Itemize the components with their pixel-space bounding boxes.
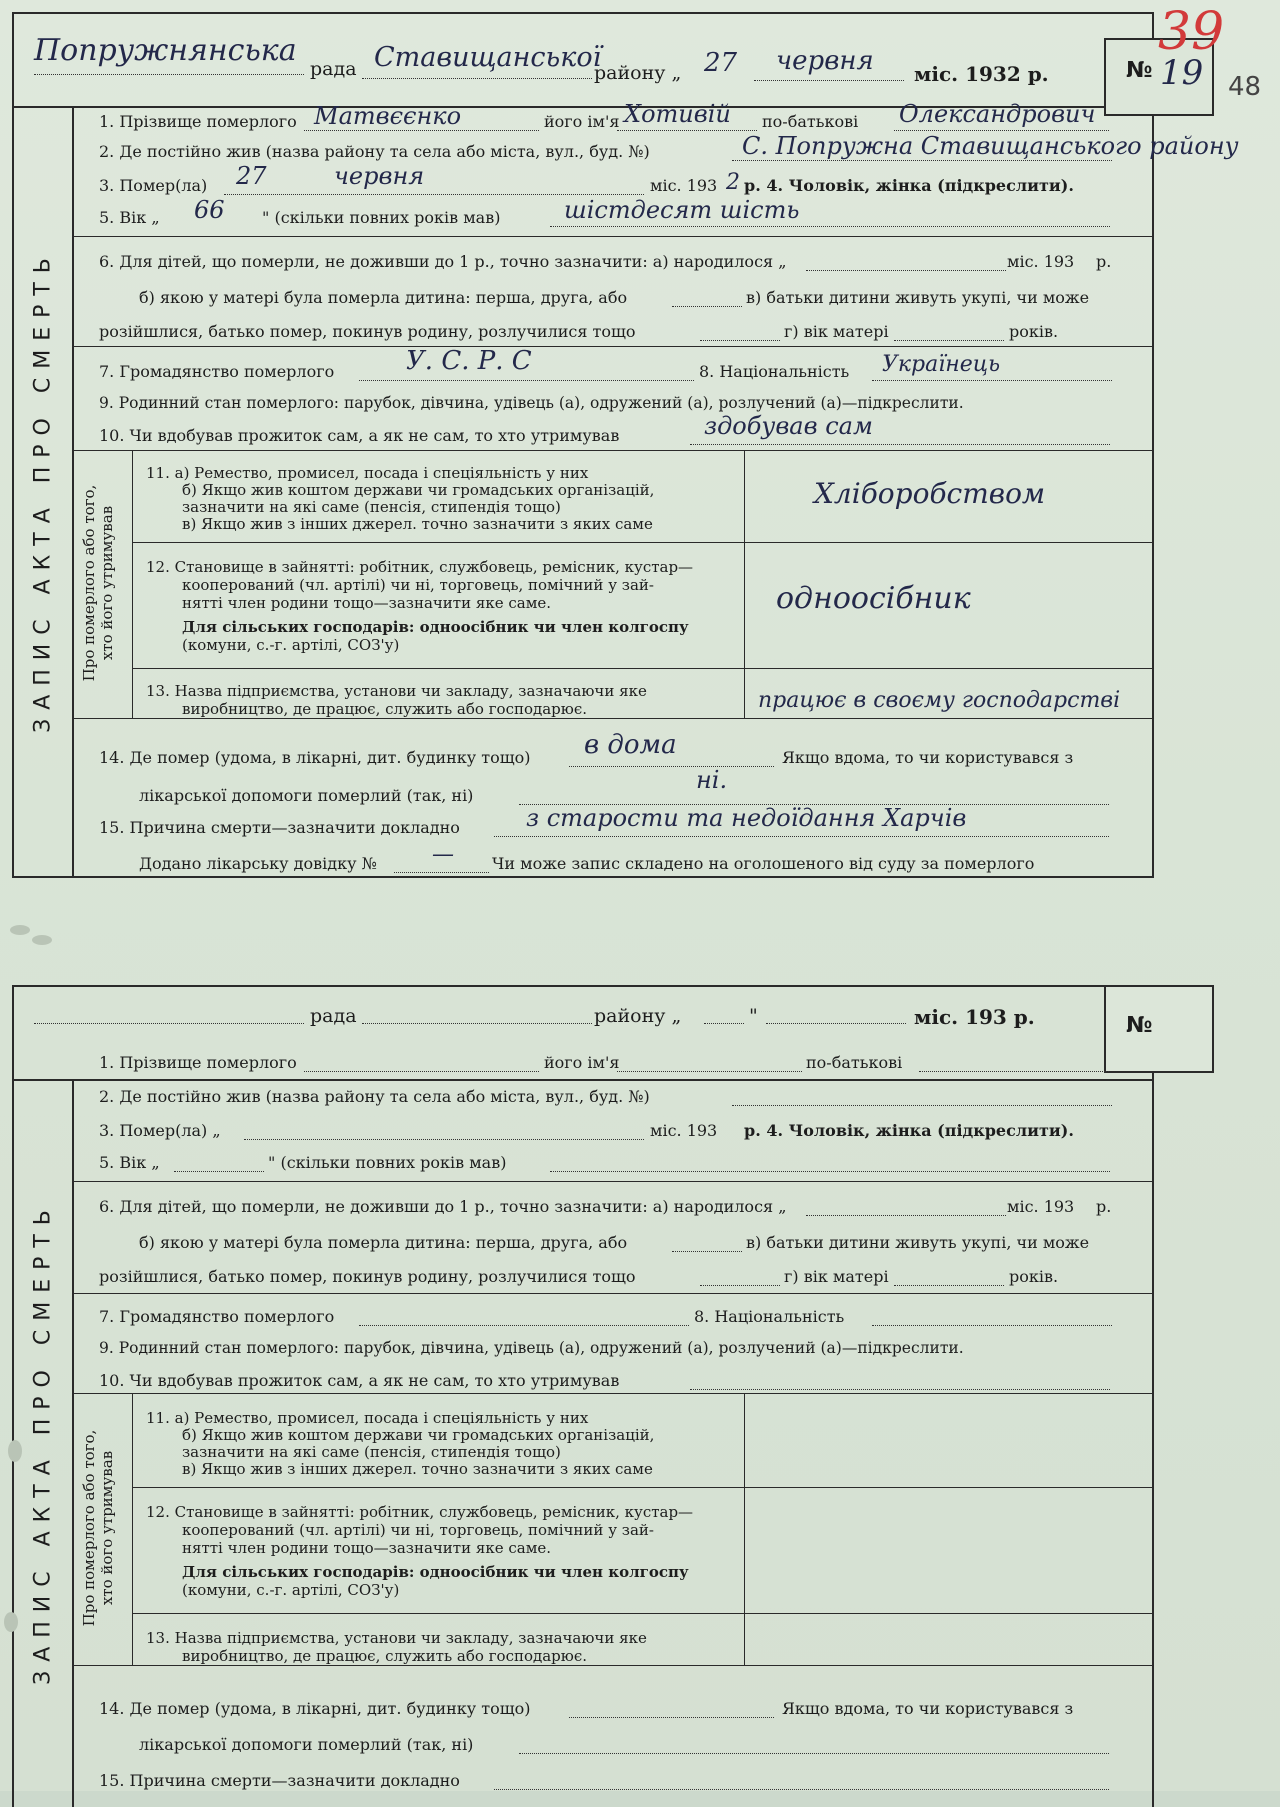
district-handwritten: Ставищанської	[374, 42, 602, 73]
parents-status-label-2: розійшлися, батько помер, покинув родину, розлучилися тощо	[99, 1267, 636, 1286]
record-1-header	[14, 14, 1152, 108]
medical-help-label-2b: Якщо вдома, то чи користувався з	[782, 1699, 1074, 1718]
pencil-folio-number: 48	[1228, 72, 1262, 102]
marital-status-label-2: 9. Родинний стан померлого: парубок, дівчина, удівець (а), одружений (а), розлучений (а)—підкреслити.	[99, 1339, 964, 1357]
workplace-value: працює в своєму господарстві	[758, 688, 1121, 713]
record-2-side-title: ЗАПИС АКТА ПРО СМЕРТЬ	[14, 1079, 74, 1807]
employment-line-4: Для сільських господарів: одноосібник чи член колгоспу	[182, 618, 689, 636]
occupation-line-2-2: б) Якщо жив коштом держави чи громадських організацій,	[182, 1426, 655, 1444]
child-order-label-2: б) якою у матері була померла дитина: перша, друга, або	[139, 1233, 628, 1252]
cause-of-death-value: з старости та недоїдання Харчів	[526, 804, 967, 832]
rada-label: рада	[310, 58, 357, 80]
place-of-death-label: 14. Де помер (удома, в лікарні, дит. будинку тощо)	[99, 748, 531, 767]
medical-certificate-value: —	[432, 842, 454, 867]
surname-label-2: 1. Прізвище померлого	[99, 1053, 297, 1072]
name-value: Хотивій	[624, 100, 731, 128]
death-day-value: 27	[236, 162, 267, 190]
surname-label: 1. Прізвище померлого	[99, 112, 297, 131]
employment-line-5-2: (комуни, с.-г. артілі, СОЗ'у)	[182, 1581, 400, 1599]
death-year-digit: 2	[726, 170, 740, 195]
month-year-label-2: міс. 193 р.	[914, 1005, 1035, 1029]
death-month-label: міс. 193	[650, 176, 718, 195]
employment-line-3: нятті член родини тощо—зазначити яке саме.	[182, 594, 552, 612]
parents-label-2: в) батьки дитини живуть укупі, чи може	[746, 1233, 1090, 1252]
child-birth-label-2: 6. Для дітей, що померли, не доживши до 1 р., точно зазначити: а) народилося „	[99, 1197, 787, 1216]
employment-line-5: (комуни, с.-г. артілі, СОЗ'у)	[182, 636, 400, 654]
occupation-line-4-2: в) Якщо жив з інших джерел. точно зазначити з яких саме	[182, 1460, 653, 1478]
child-birth-label: 6. Для дітей, що померли, не доживши до 1 р., точно зазначити: а) народилося „	[99, 252, 787, 271]
employment-line-4-2: Для сільських господарів: одноосібник чи член колгоспу	[182, 1563, 689, 1581]
marital-status-label: 9. Родинний стан померлого: парубок, дівчина, удівець (а), одружений (а), розлучений (а)—підкреслити.	[99, 394, 964, 412]
patronymic-value: Олександрович	[899, 100, 1096, 128]
citizenship-label-2: 7. Громадянство померлого	[99, 1307, 335, 1326]
age-label: 5. Вік „	[99, 208, 160, 227]
child-month-label: міс. 193	[1007, 252, 1075, 271]
age-hint: " (скільки повних років мав)	[262, 208, 501, 227]
support-label-2: 10. Чи вдобував прожиток сам, а як не сам, то хто утримував	[99, 1371, 620, 1390]
employment-line-1-2: 12. Становище в зайнятті: робітник, службовець, ремісник, кустар—	[146, 1503, 694, 1521]
child-year-suffix-2: р.	[1096, 1197, 1112, 1216]
death-month-label-2: міс. 193	[650, 1121, 718, 1140]
child-month-label-2: міс. 193	[1007, 1197, 1075, 1216]
medical-help-label-2c: лікарської допомоги померлий (так, ні)	[139, 1735, 474, 1754]
employment-line-3-2: нятті член родини тощо—зазначити яке саме.	[182, 1539, 552, 1557]
workplace-line-2-2: виробництво, де працює, служить або господарює.	[182, 1647, 588, 1665]
place-of-death-value: в дома	[584, 730, 677, 760]
nationality-label: 8. Національність	[699, 362, 850, 381]
name-label-2: його ім'я	[544, 1053, 620, 1072]
child-year-suffix: р.	[1096, 252, 1112, 271]
parents-status-label: розійшлися, батько помер, покинув родину, розлучилися тощо	[99, 322, 636, 341]
surname-value: Матвєєнко	[314, 102, 462, 130]
employment-line-2: кооперований (чл. артілі) чи ні, торговець, помічний у зай-	[182, 576, 654, 594]
workplace-line-1: 13. Назва підприємства, установи чи закладу, зазначаючи яке	[146, 682, 647, 700]
quote-mark: "	[749, 1005, 758, 1027]
occupation-line-2: б) Якщо жив коштом держави чи громадських організацій,	[182, 481, 655, 499]
nationality-label-2: 8. Національність	[694, 1307, 845, 1326]
residence-label: 2. Де постійно жив (назва району та села або міста, вул., буд. №)	[99, 142, 650, 161]
cause-of-death-label: 15. Причина смерти—зазначити докладно	[99, 818, 460, 837]
support-label: 10. Чи вдобував прожиток сам, а як не сам, то хто утримував	[99, 426, 620, 445]
age-hint-2: " (скільки повних років мав)	[268, 1153, 507, 1172]
workplace-line-2: виробництво, де працює, служить або господарює.	[182, 700, 588, 718]
employment-line-2-2: кооперований (чл. артілі) чи ні, торговець, помічний у зай-	[182, 1521, 654, 1539]
medical-help-label-2: лікарської допомоги померлий (так, ні)	[139, 786, 474, 805]
occupation-value: Хліборобством	[814, 477, 1046, 510]
death-record-form-2	[12, 985, 1154, 1807]
occupation-line-1: 11. а) Ремество, промисел, посада і спеціяльність у них	[146, 464, 589, 482]
age-value: 66	[194, 196, 225, 224]
patronymic-label-2: по-батькові	[806, 1053, 903, 1072]
age-label-2: 5. Вік „	[99, 1153, 160, 1172]
residence-label-2: 2. Де постійно жив (назва району та села або міста, вул., буд. №)	[99, 1087, 650, 1106]
employment-line-1: 12. Становище в зайнятті: робітник, службовець, ремісник, кустар—	[146, 558, 694, 576]
sex-label-2: р. 4. Чоловік, жінка (підкреслити).	[744, 1121, 1074, 1140]
occupation-line-3-2: зазначити на які саме (пенсія, стипендія тощо)	[182, 1443, 561, 1461]
nationality-value: Українець	[882, 352, 1001, 377]
record-number-box-2	[1104, 985, 1214, 1073]
day-handwritten: 27	[704, 48, 738, 78]
occupation-line-1-2: 11. а) Ремество, промисел, посада і спеціяльність у них	[146, 1409, 589, 1427]
mother-age-label: г) вік матері	[784, 322, 889, 341]
years-label-2: років.	[1009, 1267, 1059, 1286]
red-archive-number: 39	[1158, 2, 1225, 62]
place-of-death-label-2: 14. Де помер (удома, в лікарні, дит. будинку тощо)	[99, 1699, 531, 1718]
medical-help-label: Якщо вдома, то чи користувався з	[782, 748, 1074, 767]
medical-certificate-label: Додано лікарську довідку №	[139, 854, 377, 873]
occupation-line-4: в) Якщо жив з інших джерел. точно зазначити з яких саме	[182, 515, 653, 533]
record-number-handwritten: 19	[1160, 53, 1204, 93]
rayonu-label: району „	[594, 62, 682, 84]
workplace-line-1-2: 13. Назва підприємства, установи чи закладу, зазначаючи яке	[146, 1629, 647, 1647]
residence-value: С. Попружна Ставищанського району	[742, 132, 1239, 160]
medical-help-value: ні.	[696, 766, 728, 794]
years-label: років.	[1009, 322, 1059, 341]
employment-value: одноосібник	[776, 581, 971, 616]
rayonu-label-2: району „	[594, 1005, 682, 1027]
sex-label: р. 4. Чоловік, жінка (підкреслити).	[744, 176, 1074, 195]
court-declared-label: Чи може запис складено на оголошеного від суду за померлого	[492, 854, 1035, 873]
age-words-value: шістдесят шість	[564, 196, 800, 224]
patronymic-label: по-батькові	[762, 112, 859, 131]
record-1-side-title: ЗАПИС АКТА ПРО СМЕРТЬ	[14, 106, 74, 876]
village-council-handwritten: Попружнянська	[34, 33, 297, 68]
about-deceased-vertical-label: Про померлого або того, хто його утримував	[80, 484, 116, 682]
rada-label-2: рада	[310, 1005, 357, 1027]
name-label: його ім'я	[544, 112, 620, 131]
child-order-label: б) якою у матері була померла дитина: перша, друга, або	[139, 288, 628, 307]
death-month-value: червня	[334, 162, 425, 190]
about-deceased-vertical-label-2: Про померлого або того, хто його утримував	[80, 1429, 116, 1627]
support-value: здобував сам	[704, 412, 873, 440]
month-year-label: міс. 1932 р.	[914, 62, 1049, 86]
month-handwritten: червня	[776, 46, 874, 76]
mother-age-label-2: г) вік матері	[784, 1267, 889, 1286]
died-label: 3. Помер(ла)	[99, 176, 208, 195]
number-label: №	[1126, 58, 1153, 83]
number-label-2: №	[1126, 1013, 1153, 1038]
parents-label: в) батьки дитини живуть укупі, чи може	[746, 288, 1090, 307]
citizenship-label: 7. Громадянство померлого	[99, 362, 335, 381]
cause-of-death-label-2: 15. Причина смерти—зазначити докладно	[99, 1771, 460, 1790]
occupation-line-3: зазначити на які саме (пенсія, стипендія тощо)	[182, 498, 561, 516]
died-label-2: 3. Помер(ла) „	[99, 1121, 221, 1140]
citizenship-value: У. С. Р. С	[406, 346, 532, 376]
